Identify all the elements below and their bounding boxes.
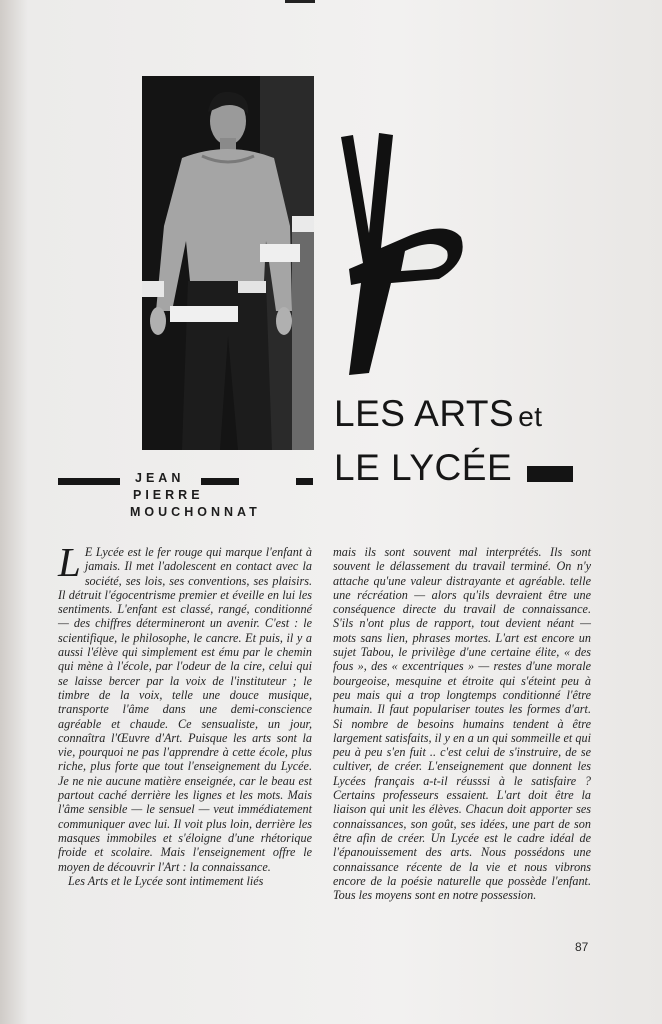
author-first-name: JEAN [135,471,185,485]
title-line-2: LE LYCÉE [334,447,513,488]
paragraph-2: Les Arts et le Lycée sont intimement liés [68,873,264,888]
paragraph-1-text: E Lycée est le fer rouge qui marque l'enfant à jamais. Il met l'adolescent en contact avec la société, ses lois, ses conventions, ses plaisirs. Il détruit l'égocentrisme premier et éveille en lui les sentiments. L'enfant est classé, rangé, conditionné — des chiffres détermineront un avenir. C'est : le scientifique, le philosophe, le cancre. Et puis, il y a aussi l'élève qui simplement est ému par le chemin qui mène à l'école, par l'odeur de la cire, celui qui se laisse bercer par la voix de l'instituteur ; le timbre de la voix, telle une douce musique, transporte l'âme dans une demi-conscience agréable et chaude. Ce sensualiste, un jour, connaîtra l'Œuvre d'Art. Puisque les arts sont la vie, pourquoi ne pas l'apprendre à cette école, plus riche, plus forte que tout l'enseignement du Lycée. Je ne nie aucune matière enseignée, car le beau est partout caché derrière les lignes et les mots. Mais l'âme sensible — le sensuel — veut immédiatement communiquer avec lui. Il voit plus loin, derrière les masques immobiles et s'éloigne d'une rhétorique froide et scolaire. Mais l'enseignement offre le moyen de découvrir l'Art : la connaissance. [58,545,312,874]
photo-illustration [142,76,314,450]
author-bar-right [296,478,313,485]
title-line-1-suffix: et [518,401,543,432]
article-column-right [333,545,591,902]
author-last-name: MOUCHONNAT [130,505,261,519]
paragraph-3: mais ils sont souvent mal interprétés. Ils sont souvent le délassement du travail terminé. On n'y attache qu'une valeur distrayante et agréable. telle une récréation — alors qu'ils devraient être une conséquence directe du travail de connaissance. S'ils n'ont plus de rapport, tout devient néant — mots sans lien, phrases mortes. L'art est encore un sujet Tabou, le privilège d'une certaine élite, « des fous », des « excentriques » — restes d'une morale bourgeoise, mesquine et étroite qui s'éteint peu à peu mais qui a trop longtemps conditionné l'être humain. Il faut populariser toutes les formes d'art. Si nombre de besoins humains tendent à être largement satisfaits, il y en a un qui sommeille et qui peu à peu s'en fuit .. c'est celui de s'instruire, de se cultiver, de créer. L'enseignement que donnent les Lycées français a-t-il réusssi à le satisfaire ? Certains professeurs essaient. L'art doit être la liaison qui unit les élèves. Chacun doit apporter ses connaissances, son goût, ses idées, une part de son être afin de créer. Un Lycée est le cadre idéal de l'épanouissement des arts. Nous possédons une connaissance récente de la vie et nous vibrons encore de la poésie naturelle que possède l'enfant. Tous les moyens sont en notre possession. [333,545,591,903]
page-number: 87 [575,940,589,954]
top-rule [285,0,315,3]
author-bar-left [58,478,120,485]
title-line-1-text: LES ARTS [334,393,515,434]
title-line-1 [334,392,543,439]
drop-cap: L [58,539,81,585]
author-photo [142,76,314,450]
author-middle-name: PIERRE [133,488,204,502]
title-bar-decoration [527,466,573,482]
author-byline [130,470,261,521]
article-column-left [58,539,312,888]
paragraph-1 [58,539,312,874]
decorative-logo [335,133,465,375]
